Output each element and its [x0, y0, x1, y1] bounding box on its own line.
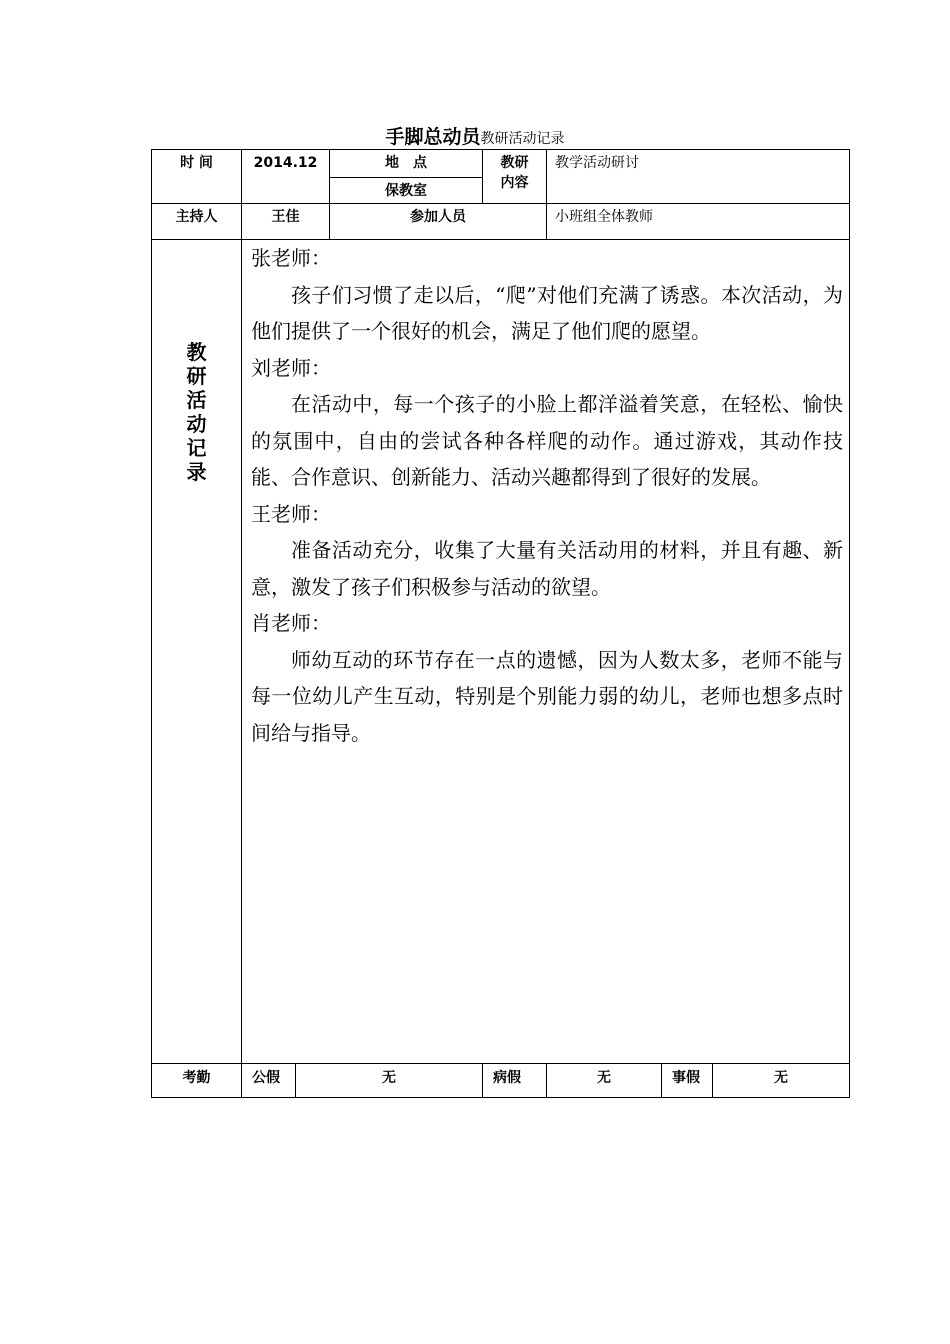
speaker-comment: 在活动中，每一个孩子的小脸上都洋溢着笑意，在轻松、愉快的氛围中，自由的尝试各种各样爬的动作。通过游戏，其动作技能、合作意识、创新能力、活动兴趣都得到了很好的发展。	[251, 392, 844, 489]
sick-leave-value: 无	[547, 1064, 662, 1098]
record-label-char: 动	[186, 412, 207, 436]
personal-leave-label: 事假	[662, 1064, 713, 1098]
topic-label-line1: 教研	[500, 155, 529, 171]
time-label: 时 间	[152, 150, 242, 204]
place-label: 地 点	[330, 150, 483, 178]
title-sub: 教研活动记录	[480, 131, 565, 147]
speaker-name: 王老师：	[251, 501, 331, 526]
topic-label	[483, 150, 547, 204]
record-table	[151, 149, 850, 1098]
place-value: 保教室	[330, 178, 483, 204]
speaker-comment: 孩子们习惯了走以后，“爬”对他们充满了诱惑。本次活动，为他们提供了一个很好的机会，满足了他们爬的愿望。	[251, 282, 844, 343]
official-leave-label: 公假	[242, 1064, 296, 1098]
participants-value: 小班组全体教师	[547, 204, 850, 240]
record-section-label	[152, 240, 242, 1064]
document-title	[0, 124, 950, 152]
record-content	[242, 240, 850, 1064]
speaker-name: 肖老师：	[251, 611, 331, 635]
topic-value: 教学活动研讨	[547, 150, 850, 204]
title-main: 手脚总动员	[385, 126, 481, 148]
speaker-comment: 准备活动充分，收集了大量有关活动用的材料，并且有趣、新意，激发了孩子们积极参与活动的欲望。	[251, 538, 844, 599]
sick-leave-label: 病假	[483, 1064, 547, 1098]
speaker-comment: 师幼互动的环节存在一点的遗憾，因为人数太多，老师不能与每一位幼儿产生互动，特别是个别能力弱的幼儿，老师也想多点时间给与指导。	[251, 647, 844, 745]
record-label-char: 录	[186, 460, 207, 484]
topic-label-line2: 内容	[500, 175, 529, 191]
record-label-char: 记	[186, 436, 207, 460]
participants-label: 参加人员	[330, 204, 547, 240]
speaker-name: 刘老师：	[251, 355, 331, 380]
official-leave-value: 无	[296, 1064, 483, 1098]
personal-leave-value: 无	[713, 1064, 850, 1098]
host-label: 主持人	[152, 204, 242, 240]
host-value: 王佳	[242, 204, 330, 240]
attendance-label: 考勤	[152, 1064, 242, 1098]
time-value: 2014.12	[242, 150, 330, 204]
record-label-char: 活	[186, 388, 207, 412]
record-label-char: 研	[186, 364, 207, 388]
speaker-name: 张老师：	[251, 246, 331, 270]
record-label-char: 教	[186, 340, 207, 364]
